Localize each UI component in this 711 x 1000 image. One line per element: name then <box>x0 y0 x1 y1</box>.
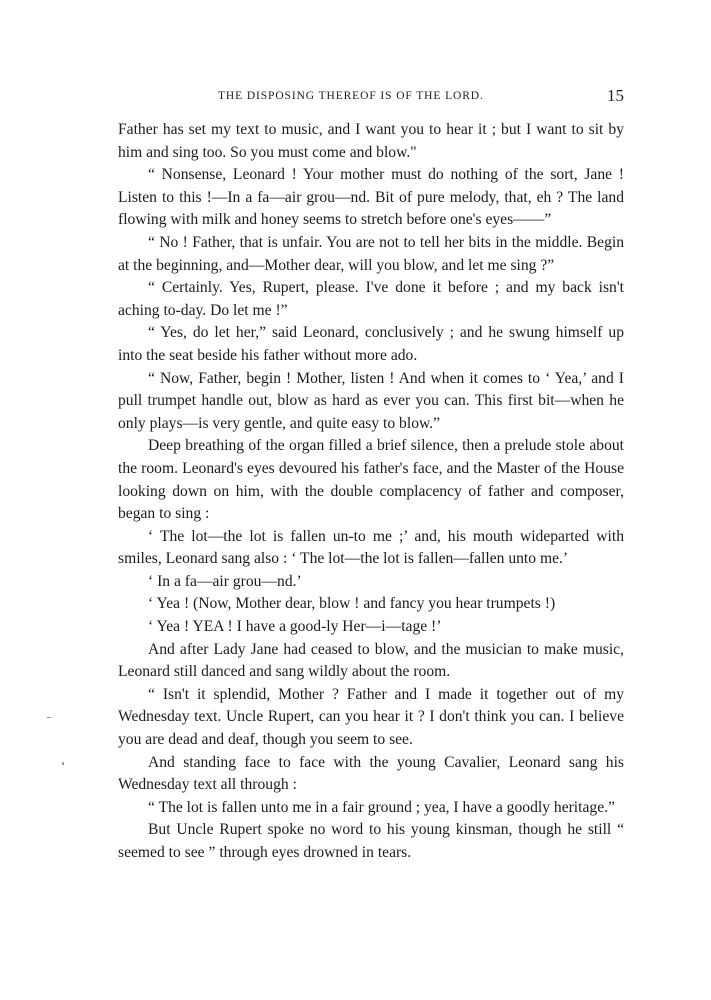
paragraph: ‘ Yea ! (Now, Mother dear, blow ! and fancy you hear trumpets !) <box>148 595 556 613</box>
paragraph: ‘ In a fa—air grou—nd.’ <box>148 572 302 590</box>
running-head: THE DISPOSING THEREOF IS OF THE LORD. <box>218 90 484 102</box>
body-text <box>118 119 624 861</box>
margin-mark <box>47 717 51 718</box>
paragraph: But Uncle Rupert spoke no word to his young kinsman, though he still “ seemed to see ” through eyes drowned in tears. <box>118 821 624 861</box>
paragraph: And after Lady Jane had ceased to blow, and the musician to make music, Leonard still danced and sang wildly about the room. <box>118 640 624 681</box>
paragraph: “ The lot is fallen unto me in a fair ground ; yea, I have a goodly heritage.” <box>148 798 615 816</box>
paragraph: And standing face to face with the young Cavalier, Leonard sang his Wednesday text all through : <box>118 753 624 794</box>
page-number: 15 <box>607 86 624 105</box>
paragraph: “ Isn't it splendid, Mother ? Father and I made it together out of my Wednesday text. Uncle Rupert, can you hear it ? I don't think you can. I believe you are dead and deaf, though you seem to see. <box>118 685 624 749</box>
paragraph: Deep breathing of the organ filled a brief silence, then a prelude stole about the room. Leonard's eyes devoured his father's face, and the Master of the House looking down on him, with the double complacency of father and composer, began to sing : <box>118 437 624 523</box>
paragraph: “ Nonsense, Leonard ! Your mother must do nothing of the sort, Jane ! Listen to this !—In a fa—air grou—nd. Bit of pure melody, that, eh ? The land flowing with milk and honey seems to stretch before one's eyes——” <box>118 166 624 229</box>
paragraph: “ Now, Father, begin ! Mother, listen ! And when it comes to ‘ Yea,’ and I pull trumpet handle out, blow as hard as ever you can. This first bit—when he only plays—is very gentle, and quite easy to blow.” <box>118 369 624 432</box>
paragraph: Father has set my text to music, and I want you to hear it ; but I want to sit by him and sing too. So you must come and blow." <box>118 121 624 161</box>
paragraph: “ Certainly. Yes, Rupert, please. I've done it before ; and my back isn't aching to-day. Do let me !” <box>118 279 624 319</box>
paragraph: “ No ! Father, that is unfair. You are not to tell her bits in the middle. Begin at the beginning, and—Mother dear, will you blow, and let me sing ?” <box>118 233 624 274</box>
paragraph: ‘ The lot—the lot is fallen un-to me ;’ and, his mouth wideparted with smiles, Leonard sang also : ‘ The lot—the lot is fallen—fallen unto me.’ <box>118 527 624 568</box>
margin-mark <box>62 762 64 765</box>
paragraph: “ Yes, do let her,” said Leonard, conclusively ; and he swung himself up into the seat beside his father without more ado. <box>118 324 624 364</box>
paragraph: ‘ Yea ! YEA ! I have a good-ly Her—i—tage !’ <box>148 618 442 636</box>
page-header <box>118 88 624 108</box>
